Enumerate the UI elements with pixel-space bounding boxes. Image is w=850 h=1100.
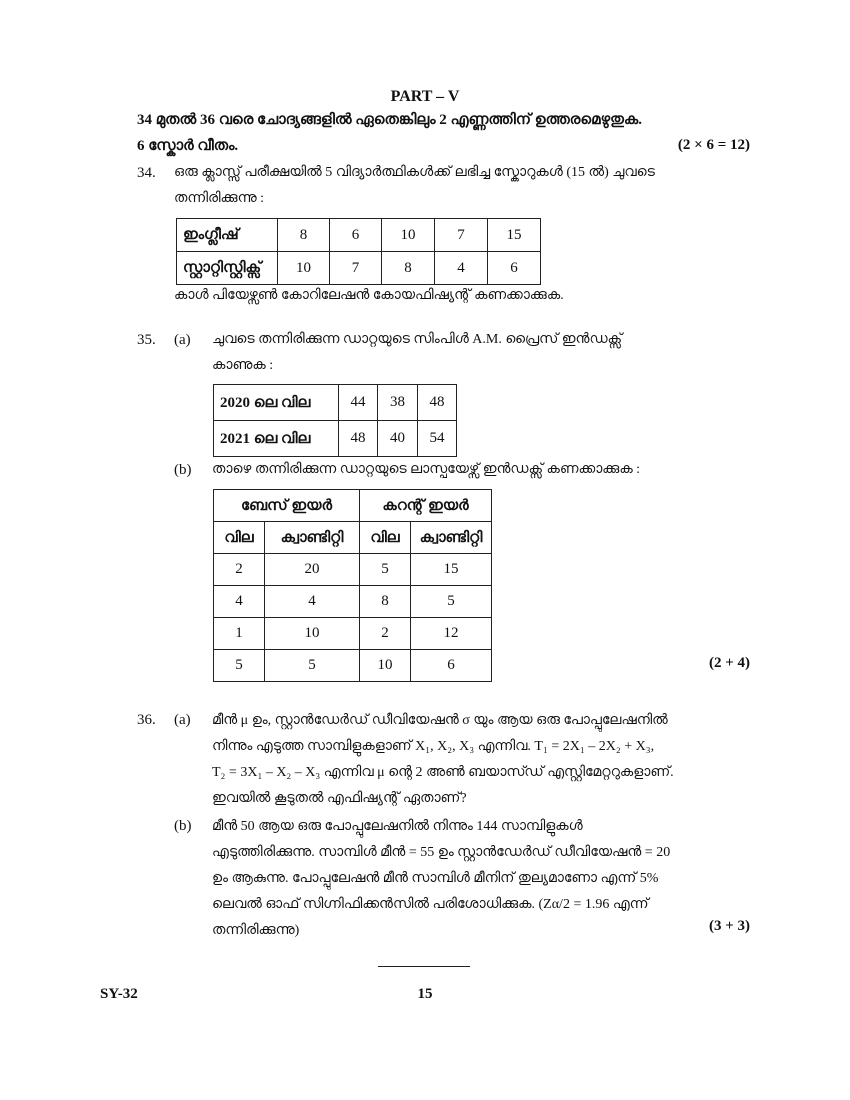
- q34-text-line-1: ഒരു ക്ലാസ്സ് പരീക്ഷയിൽ 5 വിദ്യാർത്ഥികൾക്ക് ലഭിച്ച സ്കോറുകൾ (15 ൽ) ചുവടെ: [174, 165, 655, 180]
- q36-b-line-3: ഉം ആകുന്നു. പോപ്പുലേഷൻ മീൻ സാമ്പിൾ മീനിന് തുല്യമാണോ എന്ന് 5%: [212, 871, 659, 886]
- header-base-year: ബേസ് ഇയർ: [214, 490, 360, 522]
- table-cell: 6: [330, 219, 382, 252]
- table-cell: 10: [360, 650, 411, 682]
- q35b-laspeyres-table: [213, 489, 492, 682]
- q35-a-label: (a): [174, 332, 191, 348]
- q36-b-text: [212, 814, 757, 944]
- table-cell: 38: [378, 385, 418, 421]
- table-cell: 10: [278, 252, 330, 285]
- q36-a-line-1: മീൻ μ ഉം, സ്റ്റാൻഡേർഡ് ഡീവിയേഷൻ σ യും ആയ ഒരു പോപ്പുലേഷനിൽ: [212, 713, 668, 728]
- subheader-quantity: ക്വാണ്ടിറ്റി: [265, 522, 360, 554]
- subheader-quantity: ക്വാണ്ടിറ്റി: [411, 522, 492, 554]
- row-label-statistics: സ്റ്റാറ്റിസ്റ്റിക്സ്: [177, 252, 278, 285]
- table-row: [214, 650, 492, 682]
- q36-b-line-5: തന്നിരിക്കുന്നു): [212, 923, 300, 938]
- q36-a-text: [212, 708, 757, 812]
- table-cell: 10: [382, 219, 435, 252]
- q35-b-text: താഴെ തന്നിരിക്കുന്ന ഡാറ്റയുടെ ലാസ്പയേഴ്സ് ഇൻഡക്സ് കണക്കാക്കുക :: [212, 462, 641, 477]
- table-cell: 7: [330, 252, 382, 285]
- q35-number: 35.: [137, 332, 156, 348]
- subheader-price: വില: [214, 522, 265, 554]
- table-cell: 5: [214, 650, 265, 682]
- q36-a-line-2: നിന്നും എടുത്ത സാമ്പിളുകളാണ് X₁, X₂, X₃ എന്നിവ. T₁ = 2X₁ – 2X₂ + X₃,: [212, 739, 655, 754]
- end-rule: [378, 966, 470, 967]
- table-row: [214, 385, 457, 421]
- q35a-price-table: [213, 384, 457, 457]
- q36-marks: (3 + 3): [708, 918, 750, 934]
- row-label-2020: 2020 ലെ വില: [214, 385, 339, 421]
- q35-a-text-line-1: ചുവടെ തന്നിരിക്കുന്ന ഡാറ്റയുടെ സിംപിൾ A.M. പ്രൈസ് ഇൻഡക്സ്: [212, 332, 623, 347]
- instruction-line-2: 6 സ്കോർ വീതം.: [137, 138, 239, 154]
- q34-text-line-2: തന്നിരിക്കുന്നു :: [174, 191, 265, 206]
- q36-b-line-4: ലെവൽ ഓഫ് സിഗ്നിഫിക്കൻസിൽ പരിശോധിക്കുക. (Zα/2 = 1.96 എന്ന്: [212, 897, 649, 912]
- subheader-price: വില: [360, 522, 411, 554]
- table-row: [214, 554, 492, 586]
- table-cell: 8: [382, 252, 435, 285]
- q36-a-line-3: T₂ = 3X₁ – X₂ – X₃ എന്നിവ μ ന്റെ 2 അൺ ബയാസ്ഡ് എസ്റ്റിമേറ്ററുകളാണ്.: [212, 765, 674, 780]
- page-number: 15: [417, 986, 433, 1002]
- q35-b-label: (b): [174, 462, 192, 478]
- q34-score-table: [176, 218, 541, 285]
- table-cell: 2: [214, 554, 265, 586]
- table-cell: 20: [265, 554, 360, 586]
- table-row: [214, 522, 492, 554]
- q36-b-line-2: എടുത്തിരിക്കുന്നു. സാമ്പിൾ മീൻ = 55 ഉം സ്റ്റാൻഡേർഡ് ഡീവിയേഷൻ = 20: [212, 845, 671, 860]
- table-cell: 7: [435, 219, 488, 252]
- table-cell: 6: [411, 650, 492, 682]
- table-cell: 1: [214, 618, 265, 650]
- table-row: [214, 490, 492, 522]
- q34-closing: കാൾ പിയേഴ്സൺ കോറിലേഷൻ കോയഫിഷ്യന്റ് കണക്കാക്കുക.: [174, 288, 564, 303]
- row-label-2021: 2021 ലെ വില: [214, 421, 339, 457]
- row-label-english: ഇംഗ്ലീഷ്: [177, 219, 278, 252]
- table-cell: 48: [339, 421, 378, 457]
- table-row: [214, 586, 492, 618]
- table-cell: 6: [488, 252, 541, 285]
- q36-b-label: (b): [174, 818, 192, 834]
- table-cell: 15: [411, 554, 492, 586]
- table-cell: 5: [360, 554, 411, 586]
- footer-code: SY-32: [100, 986, 138, 1002]
- part-title: PART – V: [390, 88, 460, 105]
- instruction-line-1: 34 മുതൽ 36 വരെ ചോദ്യങ്ങളിൽ ഏതെങ്കിലും 2 എണ്ണത്തിന് ഉത്തരമെഴുതുക.: [137, 112, 642, 128]
- q36-b-line-1: മീൻ 50 ആയ ഒരു പോപ്പുലേഷനിൽ നിന്നും 144 സാമ്പിളുകൾ: [212, 819, 583, 834]
- q35-a-text-line-2: കാണുക :: [212, 358, 274, 373]
- table-row: [214, 618, 492, 650]
- q36-number: 36.: [137, 712, 156, 728]
- table-row: [177, 252, 541, 285]
- table-cell: 44: [339, 385, 378, 421]
- table-row: [214, 421, 457, 457]
- q36-a-line-4: ഇവയിൽ കൂടുതൽ എഫിഷ്യന്റ് ഏതാണ്?: [212, 791, 467, 806]
- table-cell: 48: [418, 385, 457, 421]
- table-cell: 8: [278, 219, 330, 252]
- marks-total: (2 × 6 = 12): [677, 137, 750, 153]
- table-cell: 5: [265, 650, 360, 682]
- table-cell: 8: [360, 586, 411, 618]
- table-cell: 15: [488, 219, 541, 252]
- table-cell: 10: [265, 618, 360, 650]
- table-row: [177, 219, 541, 252]
- q34-number: 34.: [137, 165, 156, 181]
- table-cell: 4: [265, 586, 360, 618]
- table-cell: 4: [435, 252, 488, 285]
- header-current-year: കറന്റ് ഇയർ: [360, 490, 492, 522]
- table-cell: 5: [411, 586, 492, 618]
- q35-marks: (2 + 4): [708, 655, 750, 671]
- table-cell: 2: [360, 618, 411, 650]
- table-cell: 4: [214, 586, 265, 618]
- table-cell: 12: [411, 618, 492, 650]
- table-cell: 54: [418, 421, 457, 457]
- q36-a-label: (a): [174, 712, 191, 728]
- table-cell: 40: [378, 421, 418, 457]
